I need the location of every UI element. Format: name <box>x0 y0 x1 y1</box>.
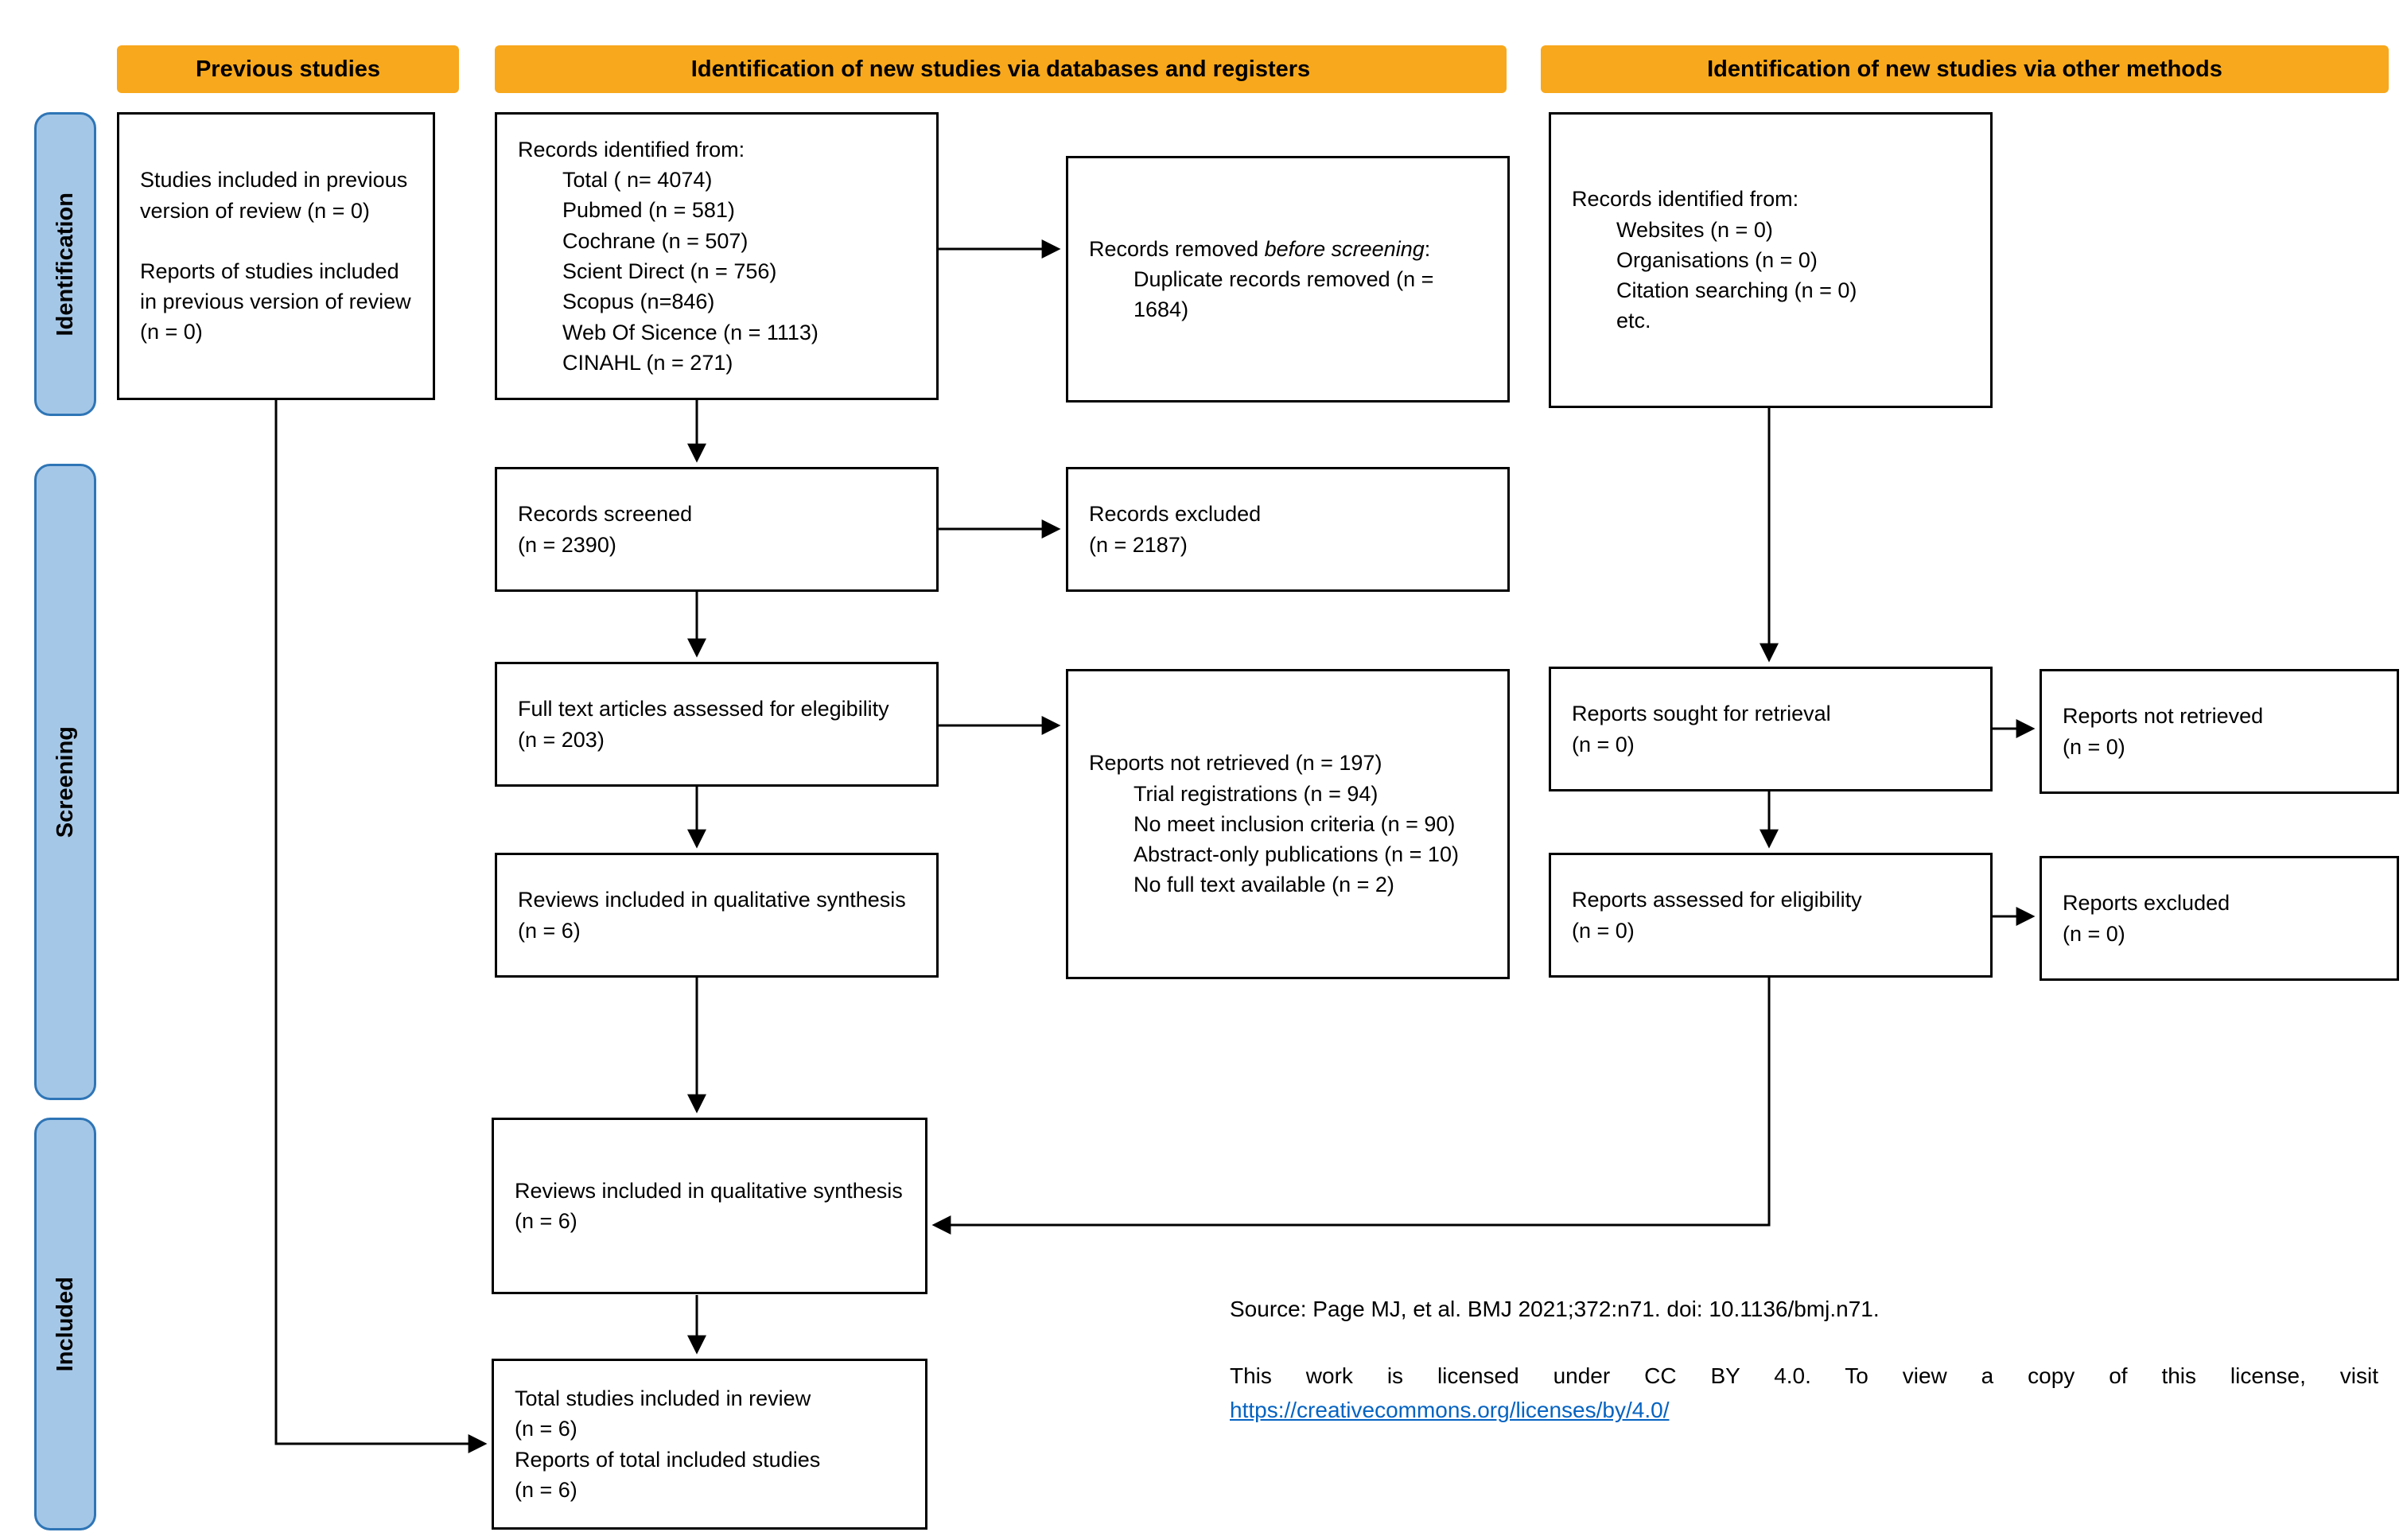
stage-label-text: Identification <box>52 192 78 336</box>
box-line: Studies included in previous version of review (n = 0) <box>140 168 408 223</box>
box-records-screened <box>495 467 939 592</box>
box-line: Reports sought for retrieval <box>1572 702 1831 726</box>
box-reports-assessed <box>1549 853 1993 978</box>
list-item: Scopus (n=846) <box>562 290 715 314</box>
box-title: Records identified from: <box>518 137 745 161</box>
list-item: No meet inclusion criteria (n = 90) <box>1134 811 1456 836</box>
box-line: (n = 0) <box>2063 734 2125 759</box>
box-reports-sought <box>1549 667 1993 791</box>
box-line: (n = 6) <box>518 918 581 943</box>
box-line: Total studies included in review <box>515 1386 811 1410</box>
box-title: Records removed before screening: <box>1089 236 1431 261</box>
source-citation: Source: Page MJ, et al. BMJ 2021;372:n71. doi: 10.1136/bmj.n71. <box>1230 1297 1880 1321</box>
box-line: Records excluded <box>1089 502 1262 527</box>
arrow-previous-to-total-elbow <box>276 400 484 1444</box>
box-line: Reports not retrieved <box>2063 704 2264 729</box>
box-line: Reports assessed for eligibility <box>1572 888 1862 912</box>
list-item: CINAHL (n = 271) <box>562 350 733 375</box>
box-reports-excluded <box>2040 856 2399 981</box>
list-item: Citation searching (n = 0) <box>1616 278 1857 303</box>
box-line: (n = 203) <box>518 727 605 752</box>
header-new-studies-databases: Identification of new studies via databases and registers <box>495 45 1507 93</box>
box-line: Reviews included in qualitative synthesis <box>518 888 906 912</box>
box-line: (n = 0) <box>1572 918 1635 943</box>
box-reports-not-retrieved-databases <box>1066 669 1510 979</box>
list-item: Pubmed (n = 581) <box>562 198 735 223</box>
box-reports-not-retrieved-other <box>2040 669 2399 794</box>
box-line: Reports excluded <box>2063 891 2230 916</box>
box-records-removed <box>1066 156 1510 402</box>
license-text <box>1230 1359 2378 1428</box>
list-item: Duplicate records removed (n = 1684) <box>1134 266 1434 322</box>
box-previous-studies <box>117 112 435 400</box>
list-item: Abstract-only publications (n = 10) <box>1134 842 1459 867</box>
box-records-identified-databases <box>495 112 939 400</box>
box-line: Reports of studies included in previous version of review (n = 0) <box>140 259 411 344</box>
box-line: (n = 0) <box>2063 921 2125 946</box>
box-total-studies-included <box>492 1359 927 1530</box>
stage-label-text: Included <box>52 1276 78 1372</box>
list-item: Cochrane (n = 507) <box>562 228 749 253</box>
stage-label-included <box>34 1118 96 1530</box>
list-item: etc. <box>1616 309 1651 333</box>
box-title: Reports not retrieved (n = 197) <box>1089 751 1382 776</box>
license-link[interactable]: https://creativecommons.org/licenses/by/4.0/ <box>1230 1398 1670 1423</box>
box-reviews-qualitative-synthesis <box>495 853 939 978</box>
box-line: (n = 6) <box>515 1417 577 1441</box>
list-item: Web Of Sicence (n = 1113) <box>562 320 819 344</box>
box-title: Records identified from: <box>1572 187 1799 212</box>
box-records-excluded <box>1066 467 1510 592</box>
box-reviews-qualitative-synthesis-included <box>492 1118 927 1294</box>
list-item: Scient Direct (n = 756) <box>562 259 777 283</box>
box-line: Full text articles assessed for elegibility <box>518 697 889 721</box>
box-line: Records screened <box>518 502 693 527</box>
header-previous-studies: Previous studies <box>117 45 459 93</box>
box-line: (n = 0) <box>1572 732 1635 756</box>
arrow-assessed-to-included-elbow <box>935 978 1769 1225</box>
box-line: (n = 6) <box>515 1209 577 1233</box>
list-item: Organisations (n = 0) <box>1616 247 1818 272</box>
list-item: Total ( n= 4074) <box>562 168 713 192</box>
list-item: No full text available (n = 2) <box>1134 873 1394 897</box>
license-sentence: This work is licensed under CC BY 4.0. To view a copy of this license, visit <box>1230 1363 2378 1388</box>
stage-label-screening <box>34 464 96 1100</box>
box-line: Reviews included in qualitative synthesis <box>515 1178 903 1203</box>
box-line: (n = 6) <box>515 1477 577 1502</box>
box-line: Reports of total included studies <box>515 1447 821 1472</box>
header-new-studies-other-methods: Identification of new studies via other methods <box>1541 45 2389 93</box>
stage-label-identification <box>34 112 96 416</box>
list-item: Trial registrations (n = 94) <box>1134 781 1378 806</box>
box-fulltext-assessed <box>495 662 939 787</box>
stage-label-text: Screening <box>52 725 78 838</box>
box-records-identified-other <box>1549 112 1993 408</box>
list-item: Websites (n = 0) <box>1616 217 1773 242</box>
box-line: (n = 2187) <box>1089 532 1188 557</box>
box-line: (n = 2390) <box>518 532 616 557</box>
